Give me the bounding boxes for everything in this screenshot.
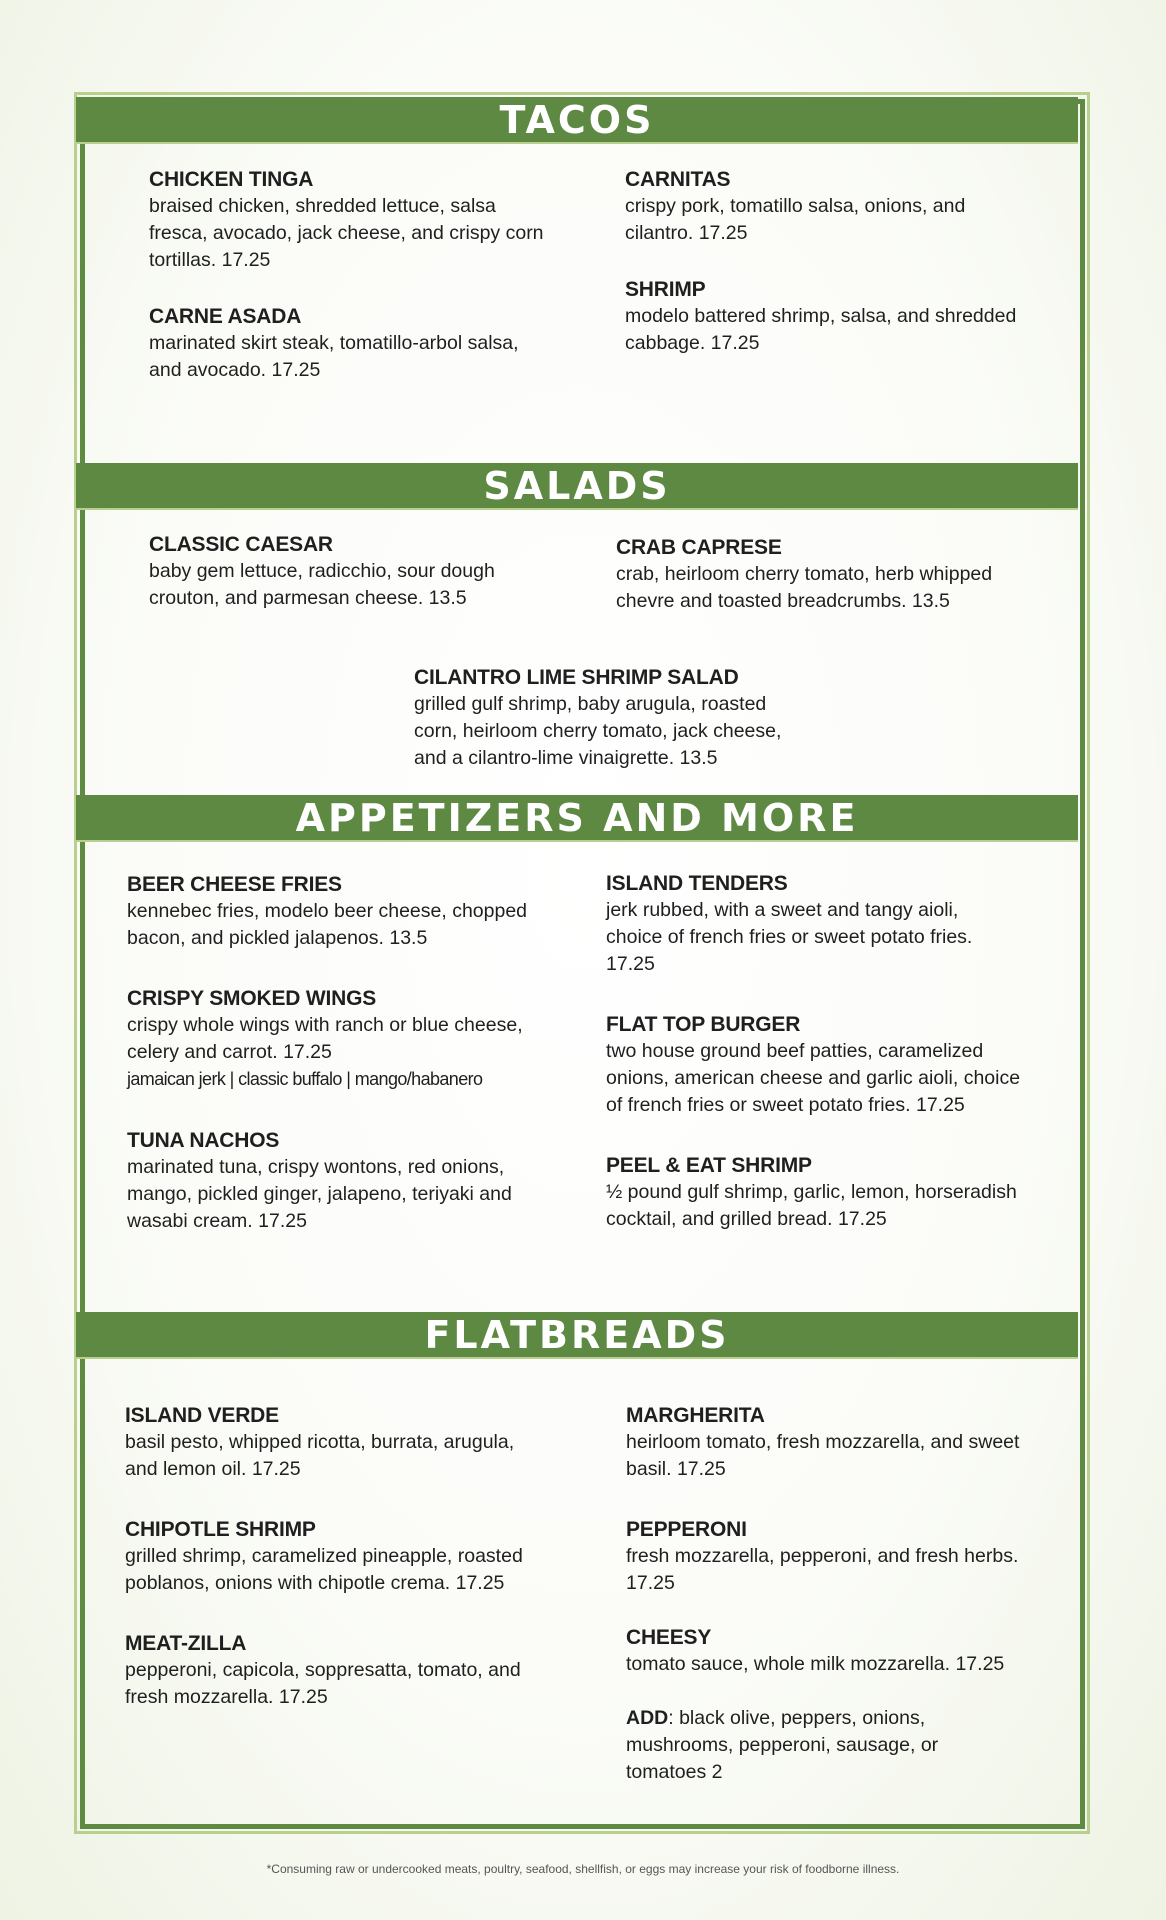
item-description: crispy whole wings with ranch or blue cheese, celery and carrot. 17.25 <box>127 1014 523 1063</box>
menu-item-island-tenders <box>606 870 1016 978</box>
menu-item-flat-top-burger <box>606 1011 1036 1119</box>
menu-item-cilantro-lime-shrimp-salad <box>414 664 814 772</box>
item-name: TUNA NACHOS <box>127 1129 280 1152</box>
item-description: tomato sauce, whole milk mozzarella. 17.25 <box>626 1653 1005 1675</box>
item-name: CHICKEN TINGA <box>149 168 314 191</box>
menu-item-margherita <box>626 1402 1046 1483</box>
item-description: fresh mozzarella, pepperoni, and fresh herbs. 17.25 <box>626 1545 1019 1594</box>
item-description: ½ pound gulf shrimp, garlic, lemon, horseradish cocktail, and grilled bread. 17.25 <box>606 1181 1017 1230</box>
section-title-tacos: TACOS <box>499 97 655 142</box>
section-banner-flatbreads <box>76 1312 1078 1359</box>
wing-flavor-options: jamaican jerk | classic buffalo | mango/habanero <box>127 1069 483 1089</box>
add-ons-label: ADD <box>626 1707 669 1729</box>
item-description: pepperoni, capicola, soppresatta, tomato, and fresh mozzarella. 17.25 <box>125 1659 521 1708</box>
section-title-salads: SALADS <box>483 463 671 508</box>
menu-item-meat-zilla <box>125 1630 555 1711</box>
item-description: kennebec fries, modelo beer cheese, chopped bacon, and pickled jalapenos. 13.5 <box>127 900 528 949</box>
menu-item-carne-asada <box>149 303 549 384</box>
item-name: CHEESY <box>626 1626 712 1649</box>
item-description: crab, heirloom cherry tomato, herb whipped chevre and toasted breadcrumbs. 13.5 <box>616 563 993 612</box>
menu-item-chicken-tinga <box>149 166 549 274</box>
item-name: ISLAND TENDERS <box>606 872 788 895</box>
item-name: PEEL & EAT SHRIMP <box>606 1154 812 1177</box>
item-description: grilled shrimp, caramelized pineapple, roasted poblanos, onions with chipotle crema. 17.25 <box>125 1545 523 1594</box>
item-description: jerk rubbed, with a sweet and tangy aioli, choice of french fries or sweet potato fries. 17.25 <box>606 899 973 975</box>
menu-item-cheesy <box>626 1624 1046 1678</box>
menu-item-chipotle-shrimp <box>125 1516 555 1597</box>
item-name: CRISPY SMOKED WINGS <box>127 987 377 1010</box>
item-name: BEER CHEESE FRIES <box>127 873 342 896</box>
section-banner-appetizers <box>76 795 1078 842</box>
menu-item-carnitas <box>625 166 1025 247</box>
menu-item-crispy-smoked-wings <box>127 985 552 1093</box>
section-banner-salads <box>76 463 1078 510</box>
item-description: crispy pork, tomatillo salsa, onions, and cilantro. 17.25 <box>625 195 966 244</box>
item-description: heirloom tomato, fresh mozzarella, and sweet basil. 17.25 <box>626 1431 1020 1480</box>
item-name: CLASSIC CAESAR <box>149 533 333 556</box>
item-description: braised chicken, shredded lettuce, salsa fresca, avocado, jack cheese, and crispy corn tortillas. 17.25 <box>149 195 544 271</box>
section-title-flatbreads: FLATBREADS <box>424 1312 730 1357</box>
menu-item-crab-caprese <box>616 534 1036 615</box>
item-name: MEAT-ZILLA <box>125 1632 247 1655</box>
item-description: grilled gulf shrimp, baby arugula, roasted corn, heirloom cherry tomato, jack cheese, and a cilantro-lime vinaigrette. 13.5 <box>414 693 782 769</box>
item-description: marinated skirt steak, tomatillo-arbol salsa, and avocado. 17.25 <box>149 332 519 381</box>
section-banner-tacos <box>76 97 1078 144</box>
menu-item-island-verde <box>125 1402 545 1483</box>
item-name: CRAB CAPRESE <box>616 536 782 559</box>
foodborne-illness-footnote: *Consuming raw or undercooked meats, poultry, seafood, shellfish, or eggs may increase your risk of foodborne illness. <box>266 1862 900 1876</box>
item-description: two house ground beef patties, caramelized onions, american cheese and garlic aioli, choice of french fries or sweet potato fries. 17.25 <box>606 1040 1021 1116</box>
item-name: PEPPERONI <box>626 1518 747 1541</box>
item-description: marinated tuna, crispy wontons, red onions, mango, pickled ginger, jalapeno, teriyaki and wasabi cream. 17.25 <box>127 1156 512 1232</box>
item-name: CHIPOTLE SHRIMP <box>125 1518 316 1541</box>
item-name: FLAT TOP BURGER <box>606 1013 801 1036</box>
flatbread-add-ons <box>626 1705 966 1786</box>
section-title-appetizers: APPETIZERS AND MORE <box>295 795 859 840</box>
item-name: ISLAND VERDE <box>125 1404 279 1427</box>
menu-item-pepperoni <box>626 1516 1046 1597</box>
item-description: baby gem lettuce, radicchio, sour dough crouton, and parmesan cheese. 13.5 <box>149 560 495 609</box>
menu-item-beer-cheese-fries <box>127 871 537 952</box>
item-description: basil pesto, whipped ricotta, burrata, arugula, and lemon oil. 17.25 <box>125 1431 515 1480</box>
menu-item-shrimp-taco <box>625 276 1045 357</box>
menu-item-tuna-nachos <box>127 1127 537 1235</box>
item-name: SHRIMP <box>625 278 706 301</box>
add-ons-text: : black olive, peppers, onions, mushrooms, pepperoni, sausage, or tomatoes 2 <box>626 1707 939 1783</box>
menu-item-peel-and-eat-shrimp <box>606 1152 1036 1233</box>
item-description: modelo battered shrimp, salsa, and shredded cabbage. 17.25 <box>625 305 1017 354</box>
item-name: CILANTRO LIME SHRIMP SALAD <box>414 666 739 689</box>
item-name: CARNITAS <box>625 168 731 191</box>
item-name: MARGHERITA <box>626 1404 765 1427</box>
item-name: CARNE ASADA <box>149 305 302 328</box>
menu-item-classic-caesar <box>149 531 534 612</box>
